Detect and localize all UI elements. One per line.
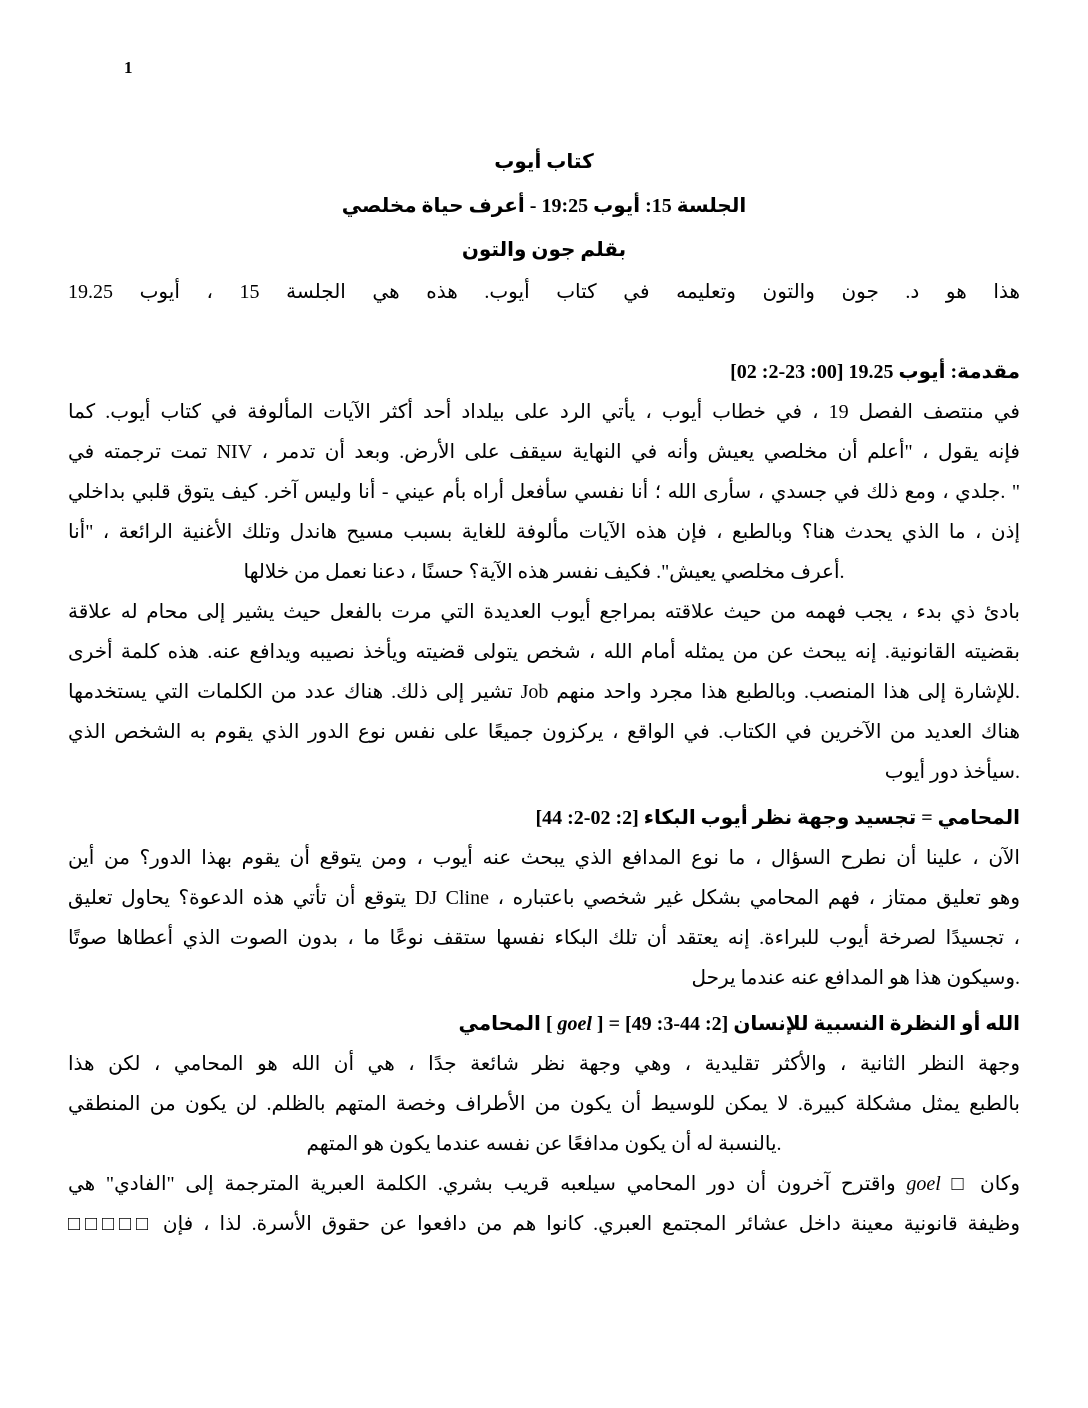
text-segment: المحامي = تجسيد وجهة نظر أيوب البكاء [2: 02-2: 44]: [535, 807, 1020, 829]
section: [68, 352, 1020, 792]
text-line: [68, 1124, 1020, 1164]
section: [68, 1004, 1020, 1244]
text-segment: .يالنسبة له أن يكون مدافعًا عن نفسه عندما يكون هو المتهم: [306, 1133, 782, 1155]
section-heading: [68, 1004, 1020, 1044]
latin-term: goel: [906, 1173, 941, 1195]
text-line: [68, 1204, 1020, 1244]
document-title: كتاب أيوب: [494, 151, 594, 173]
section-heading: [68, 798, 1020, 838]
text-line: [68, 1044, 1020, 1084]
text-segment: .أعرف مخلصي يعيش". فكيف نفسر هذه الآية؟ حسنًا ، دعنا نعمل من خلالها: [243, 561, 845, 583]
text-segment: مقدمة: أيوب 19.25 [00: 23-2: 02]: [730, 361, 1020, 383]
title-block: [68, 140, 1020, 272]
latin-term: goel: [557, 1013, 592, 1035]
paragraph: [68, 838, 1020, 998]
text-line: [68, 838, 1020, 878]
text-segment: في منتصف الفصل 19 ، في خطاب أيوب ، يأتي الرد على بيلداد أحد أكثر الآيات المألوفة في كتاب أيوب. كما: [68, 401, 1020, 423]
text-line: [68, 432, 1020, 472]
author-line: بقلم جون والتون: [461, 239, 627, 261]
page-number: 1: [124, 58, 133, 77]
text-segment: هناك العديد من الآخرين في الكتاب. في الواقع ، يركزون جميعًا على نفس نوع الدور الذي يقوم به الشخص الذي: [68, 721, 1020, 743]
text-segment: واقترح آخرون أن دور المحامي سيلعبه قريب بشري. الكلمة العبرية المترجمة إلى "الفادي" هي: [68, 1173, 907, 1195]
text-segment: فإنه يقول ، "أعلم أن مخلصي يعيش وأنه في النهاية سيقف على الأرض. وبعد أن تدمر ، NIV تمت ترجمته في: [68, 441, 1020, 463]
paragraph: [68, 392, 1020, 592]
text-segment: وكان □: [940, 1173, 1020, 1195]
text-segment: الله أو النظرة النسبية للإنسان [2: 44-3: 49] = [: [591, 1013, 1020, 1035]
text-segment: .وسيكون هذا هو المدافع عنه عندما يرحل: [691, 967, 1020, 989]
text-segment: ، تجسيدًا لصرخة أيوب للبراءة. إنه يعتقد أن تلك البكاء نفسها ستقف نوعًا ما ، بدون الصوت الذي أعطاها صوتًا: [68, 927, 1020, 949]
text-segment: " .جلدي ، ومع ذلك في جسدي ، سأرى الله ؛ أنا نفسي سأفعل أراه بأم عيني - أنا وليس آخر. كيف يتوق قلبي بداخلي: [68, 481, 1020, 503]
document-body: [68, 140, 1020, 1244]
text-line: [68, 512, 1020, 552]
text-segment: بقضيته القانونية. إنه يبحث عن من يمثله أمام الله ، شخص يتولى قضيته ويأخذ نصيبه ويدافع عنه. هذه كلمة أخرى: [68, 641, 1020, 663]
text-segment: الآن ، علينا أن نطرح السؤال ، ما نوع المدافع الذي يبحث عنه أيوب ، ومن يتوقع أن يقوم بهذا الدور؟ من أين: [68, 847, 1020, 869]
session-title: الجلسة 15: أيوب 19:25 - أعرف حياة مخلصي: [341, 195, 747, 217]
text-segment: وظيفة قانونية معينة داخل عشائر المجتمع العبري. كانوا هم من دافعوا عن حقوق الأسرة. لذا ، فإن □□□□□: [68, 1213, 1020, 1235]
paragraph: [68, 1044, 1020, 1164]
text-line: [68, 958, 1020, 998]
section: [68, 798, 1020, 998]
text-segment: بالطبع يمثل مشكلة كبيرة. لا يمكن للوسيط أن يكون من الأطراف وخصة المتهم بالظلم. لن يكون من المنطقي: [68, 1093, 1020, 1115]
text-line: [68, 752, 1020, 792]
text-line: [68, 1084, 1020, 1124]
paragraph: [68, 1164, 1020, 1244]
text-segment: إذن ، ما الذي يحدث هنا؟ وبالطبع ، فإن هذه الآيات مألوفة للغاية بسبب مسيح هاندل وتلك الأغنية الرائعة ، "أنا: [68, 521, 1020, 543]
text-line: [68, 592, 1020, 632]
text-segment: .سيأخذ دور أيوب: [884, 761, 1020, 783]
text-segment: وجهة النظر الثانية ، والأكثر تقليدية ، وهي وجهة نظر شائعة جدًا ، هي أن الله هو المحامي ، لكن هذا: [68, 1053, 1020, 1075]
text-line: [68, 632, 1020, 672]
sections-container: [68, 352, 1020, 1244]
text-segment: ] المحامي: [458, 1013, 558, 1035]
text-line: [68, 672, 1020, 712]
text-segment: بادئ ذي بدء ، يجب فهمه من حيث علاقته بمراجع أيوب العديدة التي مرت بالفعل حيث يشير إلى محام له علاقة: [68, 601, 1020, 623]
text-line: [68, 712, 1020, 752]
intro-line: هذا هو د. جون والتون وتعليمه في كتاب أيوب. هذه هي الجلسة 15 ، أيوب 19.25: [68, 281, 1020, 303]
paragraph: [68, 592, 1020, 792]
text-line: [68, 552, 1020, 592]
text-line: [68, 1164, 1020, 1204]
text-line: [68, 878, 1020, 918]
text-line: [68, 472, 1020, 512]
text-segment: .للإشارة إلى هذا المنصب. وبالطبع هذا مجرد واحد منهم Job تشير إلى ذلك. هناك عدد من الكلمات التي يستخدمها: [68, 681, 1021, 703]
text-line: [68, 392, 1020, 432]
text-line: [68, 918, 1020, 958]
section-heading: [68, 352, 1020, 392]
text-segment: وهو تعليق ممتاز ، فهم المحامي بشكل غير شخصي باعتباره ، DJ Cline يتوقع أن تأتي هذه الدعوة؟ يحاول تعليق: [68, 887, 1020, 909]
